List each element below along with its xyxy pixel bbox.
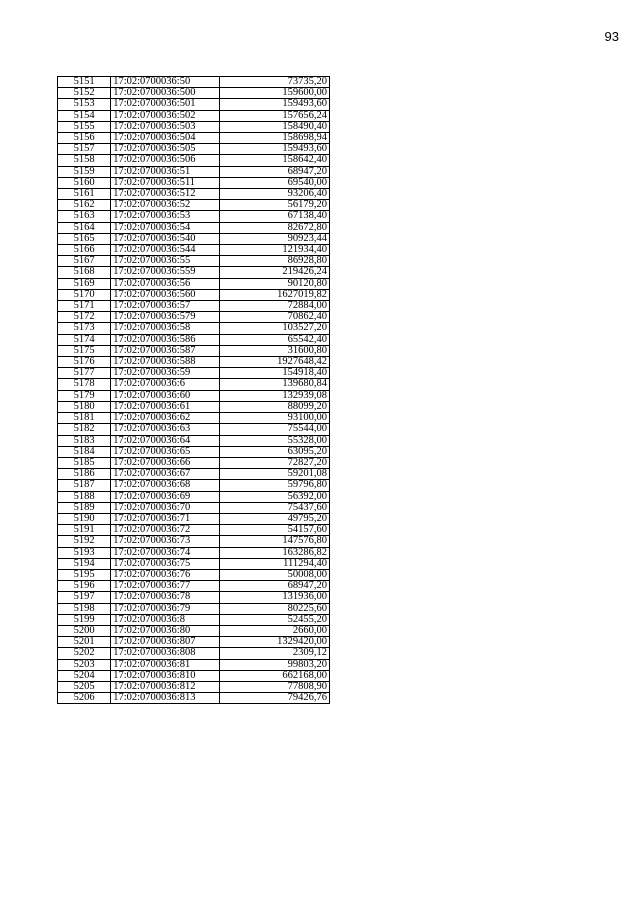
table-row	[58, 413, 330, 424]
row-number: 5202	[58, 648, 111, 659]
cadastral-value: 90120,80	[219, 278, 329, 289]
table-row	[58, 401, 330, 412]
row-number: 5182	[58, 424, 111, 435]
table-row	[58, 614, 330, 625]
row-number: 5180	[58, 401, 111, 412]
cadastral-number: 17:02:0700036:69	[111, 491, 219, 502]
cadastral-value: 157656,24	[219, 110, 329, 121]
table-row	[58, 502, 330, 513]
cadastral-number: 17:02:0700036:505	[111, 144, 219, 155]
cadastral-value: 159493,60	[219, 99, 329, 110]
row-number: 5186	[58, 469, 111, 480]
cadastral-number: 17:02:0700036:560	[111, 289, 219, 300]
table-row	[58, 681, 330, 692]
cadastral-value: 65542,40	[219, 334, 329, 345]
row-number: 5190	[58, 513, 111, 524]
table-row	[58, 637, 330, 648]
cadastral-value: 59201,08	[219, 469, 329, 480]
table-row	[58, 155, 330, 166]
cadastral-number: 17:02:0700036:51	[111, 166, 219, 177]
row-number: 5173	[58, 323, 111, 334]
table-row	[58, 233, 330, 244]
cadastral-value: 77808,90	[219, 681, 329, 692]
row-number: 5199	[58, 614, 111, 625]
cadastral-number: 17:02:0700036:807	[111, 637, 219, 648]
cadastral-number: 17:02:0700036:70	[111, 502, 219, 513]
row-number: 5189	[58, 502, 111, 513]
cadastral-value: 59796,80	[219, 480, 329, 491]
table-row	[58, 390, 330, 401]
cadastral-number: 17:02:0700036:540	[111, 233, 219, 244]
row-number: 5167	[58, 256, 111, 267]
cadastral-number: 17:02:0700036:80	[111, 625, 219, 636]
row-number: 5181	[58, 413, 111, 424]
cadastral-value: 70862,40	[219, 312, 329, 323]
row-number: 5184	[58, 446, 111, 457]
cadastral-number: 17:02:0700036:65	[111, 446, 219, 457]
table-row	[58, 670, 330, 681]
cadastral-number: 17:02:0700036:74	[111, 547, 219, 558]
cadastral-number: 17:02:0700036:52	[111, 200, 219, 211]
cadastral-value: 72827,20	[219, 457, 329, 468]
row-number: 5176	[58, 357, 111, 368]
cadastral-number: 17:02:0700036:812	[111, 681, 219, 692]
cadastral-number: 17:02:0700036:50	[111, 77, 219, 88]
cadastral-value: 79426,76	[219, 693, 329, 704]
cadastral-value: 54157,60	[219, 525, 329, 536]
cadastral-number: 17:02:0700036:79	[111, 603, 219, 614]
cadastral-value: 1927648,42	[219, 357, 329, 368]
row-number: 5158	[58, 155, 111, 166]
cadastral-number: 17:02:0700036:588	[111, 357, 219, 368]
cadastral-value: 88099,20	[219, 401, 329, 412]
cadastral-value: 49795,20	[219, 513, 329, 524]
cadastral-number: 17:02:0700036:54	[111, 222, 219, 233]
cadastral-value: 1627019,82	[219, 289, 329, 300]
table-row	[58, 99, 330, 110]
row-number: 5187	[58, 480, 111, 491]
row-number: 5206	[58, 693, 111, 704]
table-row	[58, 334, 330, 345]
row-number: 5161	[58, 189, 111, 200]
row-number: 5151	[58, 77, 111, 88]
table-row	[58, 457, 330, 468]
row-number: 5172	[58, 312, 111, 323]
row-number: 5157	[58, 144, 111, 155]
row-number: 5197	[58, 592, 111, 603]
row-number: 5196	[58, 581, 111, 592]
table-row	[58, 581, 330, 592]
cadastral-value: 73735,20	[219, 77, 329, 88]
cadastral-number: 17:02:0700036:75	[111, 558, 219, 569]
cadastral-number: 17:02:0700036:506	[111, 155, 219, 166]
row-number: 5192	[58, 536, 111, 547]
table-row	[58, 625, 330, 636]
cadastral-value: 139680,84	[219, 379, 329, 390]
row-number: 5188	[58, 491, 111, 502]
cadastral-number: 17:02:0700036:587	[111, 345, 219, 356]
table-row	[58, 558, 330, 569]
cadastral-value: 63095,20	[219, 446, 329, 457]
cadastral-value: 50008,00	[219, 569, 329, 580]
cadastral-value-table	[57, 76, 330, 704]
cadastral-value: 68947,20	[219, 166, 329, 177]
cadastral-number: 17:02:0700036:58	[111, 323, 219, 334]
cadastral-number: 17:02:0700036:544	[111, 245, 219, 256]
cadastral-number: 17:02:0700036:501	[111, 99, 219, 110]
row-number: 5159	[58, 166, 111, 177]
cadastral-value: 158698,94	[219, 133, 329, 144]
page-number: 93	[604, 29, 619, 44]
cadastral-value: 52455,20	[219, 614, 329, 625]
cadastral-number: 17:02:0700036:579	[111, 312, 219, 323]
table-row	[58, 278, 330, 289]
row-number: 5198	[58, 603, 111, 614]
table-row	[58, 222, 330, 233]
table-row	[58, 491, 330, 502]
cadastral-value: 80225,60	[219, 603, 329, 614]
table-row	[58, 536, 330, 547]
row-number: 5193	[58, 547, 111, 558]
row-number: 5165	[58, 233, 111, 244]
row-number: 5168	[58, 267, 111, 278]
cadastral-number: 17:02:0700036:60	[111, 390, 219, 401]
cadastral-number: 17:02:0700036:62	[111, 413, 219, 424]
cadastral-value: 56179,20	[219, 200, 329, 211]
cadastral-number: 17:02:0700036:8	[111, 614, 219, 625]
cadastral-value: 67138,40	[219, 211, 329, 222]
cadastral-number: 17:02:0700036:59	[111, 368, 219, 379]
table-row	[58, 547, 330, 558]
cadastral-number: 17:02:0700036:72	[111, 525, 219, 536]
table-row	[58, 245, 330, 256]
cadastral-value: 219426,24	[219, 267, 329, 278]
table-row	[58, 166, 330, 177]
table-row	[58, 77, 330, 88]
cadastral-number: 17:02:0700036:808	[111, 648, 219, 659]
table-row	[58, 357, 330, 368]
table-row	[58, 133, 330, 144]
row-number: 5155	[58, 121, 111, 132]
row-number: 5201	[58, 637, 111, 648]
cadastral-value: 159600,00	[219, 88, 329, 99]
cadastral-value: 68947,20	[219, 581, 329, 592]
row-number: 5163	[58, 211, 111, 222]
cadastral-number: 17:02:0700036:6	[111, 379, 219, 390]
cadastral-number: 17:02:0700036:78	[111, 592, 219, 603]
cadastral-number: 17:02:0700036:67	[111, 469, 219, 480]
cadastral-value: 147576,80	[219, 536, 329, 547]
cadastral-number: 17:02:0700036:559	[111, 267, 219, 278]
row-number: 5185	[58, 457, 111, 468]
table-row	[58, 110, 330, 121]
cadastral-value: 163286,82	[219, 547, 329, 558]
cadastral-number: 17:02:0700036:586	[111, 334, 219, 345]
table-row	[58, 267, 330, 278]
table-row	[58, 144, 330, 155]
table-row	[58, 121, 330, 132]
table-row	[58, 648, 330, 659]
row-number: 5191	[58, 525, 111, 536]
cadastral-value: 159493,60	[219, 144, 329, 155]
table-row	[58, 189, 330, 200]
cadastral-value: 56392,00	[219, 491, 329, 502]
table-row	[58, 659, 330, 670]
cadastral-number: 17:02:0700036:66	[111, 457, 219, 468]
table-row	[58, 469, 330, 480]
row-number: 5177	[58, 368, 111, 379]
table-row	[58, 345, 330, 356]
cadastral-number: 17:02:0700036:502	[111, 110, 219, 121]
cadastral-number: 17:02:0700036:68	[111, 480, 219, 491]
row-number: 5203	[58, 659, 111, 670]
cadastral-value: 2660,00	[219, 625, 329, 636]
table-row	[58, 301, 330, 312]
cadastral-value: 662168,00	[219, 670, 329, 681]
row-number: 5194	[58, 558, 111, 569]
cadastral-number: 17:02:0700036:511	[111, 177, 219, 188]
table-row	[58, 446, 330, 457]
table-row	[58, 424, 330, 435]
table-row	[58, 88, 330, 99]
cadastral-number: 17:02:0700036:55	[111, 256, 219, 267]
cadastral-number: 17:02:0700036:500	[111, 88, 219, 99]
cadastral-number: 17:02:0700036:61	[111, 401, 219, 412]
cadastral-value: 75544,00	[219, 424, 329, 435]
cadastral-number: 17:02:0700036:73	[111, 536, 219, 547]
cadastral-number: 17:02:0700036:64	[111, 435, 219, 446]
cadastral-number: 17:02:0700036:512	[111, 189, 219, 200]
cadastral-number: 17:02:0700036:813	[111, 693, 219, 704]
cadastral-number: 17:02:0700036:63	[111, 424, 219, 435]
table-row	[58, 525, 330, 536]
row-number: 5170	[58, 289, 111, 300]
row-number: 5169	[58, 278, 111, 289]
cadastral-value: 93206,40	[219, 189, 329, 200]
cadastral-number: 17:02:0700036:81	[111, 659, 219, 670]
cadastral-value: 111294,40	[219, 558, 329, 569]
cadastral-number: 17:02:0700036:56	[111, 278, 219, 289]
row-number: 5204	[58, 670, 111, 681]
cadastral-value: 154918,40	[219, 368, 329, 379]
table-row	[58, 379, 330, 390]
cadastral-number: 17:02:0700036:76	[111, 569, 219, 580]
table-row	[58, 513, 330, 524]
cadastral-value: 131936,00	[219, 592, 329, 603]
table-row	[58, 289, 330, 300]
table-row	[58, 177, 330, 188]
table-row	[58, 200, 330, 211]
cadastral-value: 93100,00	[219, 413, 329, 424]
row-number: 5160	[58, 177, 111, 188]
table-row	[58, 256, 330, 267]
table-row	[58, 368, 330, 379]
cadastral-value: 72884,00	[219, 301, 329, 312]
table-row	[58, 312, 330, 323]
row-number: 5162	[58, 200, 111, 211]
cadastral-value: 132939,08	[219, 390, 329, 401]
row-number: 5205	[58, 681, 111, 692]
cadastral-number: 17:02:0700036:503	[111, 121, 219, 132]
cadastral-value: 82672,80	[219, 222, 329, 233]
cadastral-number: 17:02:0700036:57	[111, 301, 219, 312]
row-number: 5183	[58, 435, 111, 446]
table-row	[58, 592, 330, 603]
row-number: 5195	[58, 569, 111, 580]
cadastral-number: 17:02:0700036:77	[111, 581, 219, 592]
cadastral-value: 1329420,00	[219, 637, 329, 648]
table-row	[58, 323, 330, 334]
cadastral-value: 99803,20	[219, 659, 329, 670]
table-row	[58, 435, 330, 446]
row-number: 5200	[58, 625, 111, 636]
row-number: 5153	[58, 99, 111, 110]
cadastral-number: 17:02:0700036:810	[111, 670, 219, 681]
cadastral-value: 75437,60	[219, 502, 329, 513]
row-number: 5178	[58, 379, 111, 390]
row-number: 5152	[58, 88, 111, 99]
cadastral-value: 158490,40	[219, 121, 329, 132]
cadastral-value: 103527,20	[219, 323, 329, 334]
cadastral-value: 55328,00	[219, 435, 329, 446]
cadastral-number: 17:02:0700036:71	[111, 513, 219, 524]
cadastral-value: 31600,80	[219, 345, 329, 356]
row-number: 5171	[58, 301, 111, 312]
row-number: 5175	[58, 345, 111, 356]
cadastral-number: 17:02:0700036:504	[111, 133, 219, 144]
table-row	[58, 569, 330, 580]
table-row	[58, 603, 330, 614]
cadastral-value: 121934,40	[219, 245, 329, 256]
cadastral-value: 69540,00	[219, 177, 329, 188]
row-number: 5179	[58, 390, 111, 401]
cadastral-value: 86928,80	[219, 256, 329, 267]
table-row	[58, 480, 330, 491]
cadastral-value: 2309,12	[219, 648, 329, 659]
cadastral-value: 158642,40	[219, 155, 329, 166]
row-number: 5174	[58, 334, 111, 345]
row-number: 5164	[58, 222, 111, 233]
table-row	[58, 693, 330, 704]
cadastral-value: 90923,44	[219, 233, 329, 244]
row-number: 5154	[58, 110, 111, 121]
row-number: 5166	[58, 245, 111, 256]
table-body	[58, 77, 330, 704]
cadastral-number: 17:02:0700036:53	[111, 211, 219, 222]
table-row	[58, 211, 330, 222]
row-number: 5156	[58, 133, 111, 144]
